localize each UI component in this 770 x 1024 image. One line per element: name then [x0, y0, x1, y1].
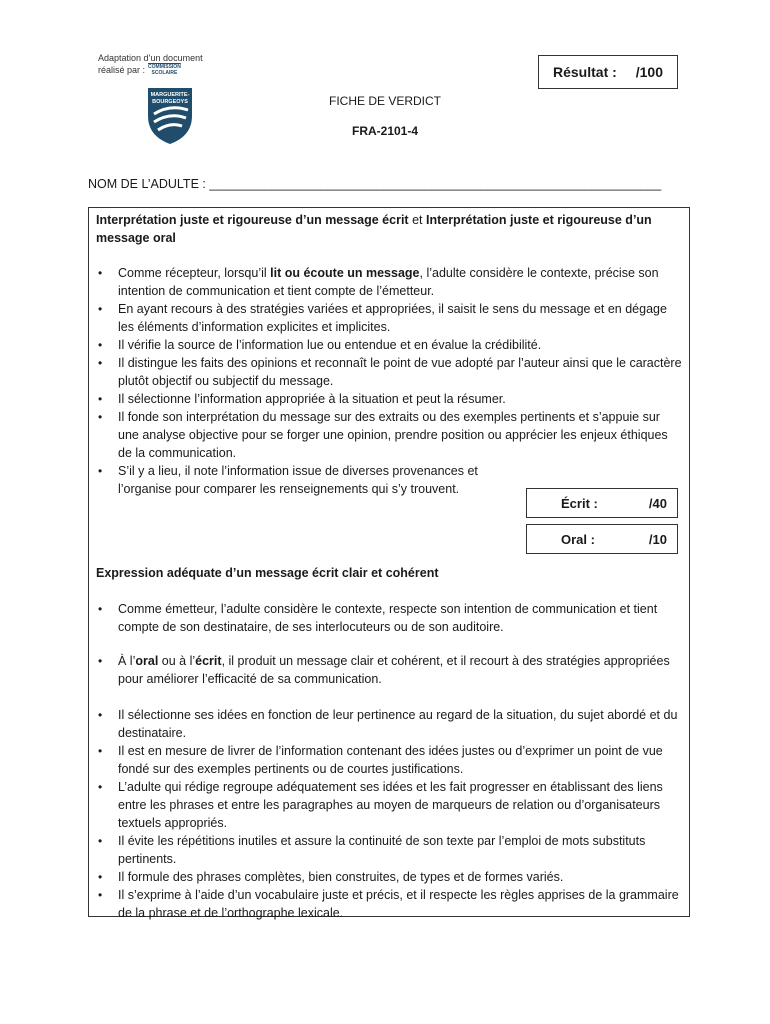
csm-small-2: SCOLAIRE — [151, 70, 178, 76]
csm-small-1: COMMISSION — [148, 64, 181, 70]
list-item: • Il s’exprime à l’aide d’un vocabulaire juste et précis, et il respecte les règles apprises de la grammaire de la phrase et de l’orthographe lexicale. — [95, 886, 683, 922]
section2-heading: Expression adéquate d’un message écrit clair et cohérent — [96, 566, 439, 580]
credit-realise: réalisé par : — [98, 65, 146, 75]
section2-list-b — [95, 652, 683, 688]
total-score-label: Résultat : — [553, 64, 617, 80]
document-title: FICHE DE VERDICT — [328, 94, 441, 108]
total-score-box — [538, 55, 678, 89]
list-item: • Il distingue les faits des opinions et reconnaît le point de vue adopté par l’auteur ainsi que le caractère plutôt objectif ou subjectif du message. — [95, 354, 683, 390]
list-item: • À l’oral ou à l’écrit, il produit un message clair et cohérent, et il recourt à des stratégies appropriées pour améliorer l’efficacité de sa communication. — [95, 652, 683, 688]
total-score-value: /100 — [635, 64, 663, 80]
oral-score-value: /10 — [648, 531, 667, 547]
oral-score-label: Oral : — [561, 531, 595, 547]
adult-name-field[interactable]: NOM DE L’ADULTE : _________________________________________________________________ — [88, 177, 662, 191]
list-item: • Comme récepteur, lorsqu’il lit ou écoute un message, l’adulte considère le contexte, précise son intention de communication et tient compte de l’émetteur. — [95, 264, 683, 300]
list-item: • Il sélectionne ses idées en fonction de leur pertinence au regard de la situation, du sujet abordé et du destinataire. — [95, 706, 683, 742]
list-item: • En ayant recours à des stratégies variées et appropriées, il saisit le sens du message et en dégage les éléments d’information explicites et implicites. — [95, 300, 683, 336]
list-item: • Comme émetteur, l’adulte considère le contexte, respecte son intention de communication et tient compte de son destinataire, de ses interlocuteurs ou de son auditoire. — [95, 600, 683, 636]
logo-text-1: MARGUERITE- — [150, 92, 190, 98]
oral-score-box — [526, 524, 678, 554]
written-score-box — [526, 488, 678, 518]
section1-heading-join: et — [408, 213, 426, 227]
list-item: • Il vérifie la source de l’information lue ou entendue et en évalue la crédibilité. — [95, 336, 683, 354]
course-code: FRA-2101-4 — [351, 124, 419, 138]
section1-heading — [96, 211, 676, 247]
list-item: • Il est en mesure de livrer de l’information contenant des idées justes ou d’exprimer un point de vue fondé sur des exemples pertinents ou de courtes justifications. — [95, 742, 683, 778]
section2-list-c — [95, 706, 683, 922]
credit-line-1: Adaptation d’un document — [98, 53, 203, 63]
written-score-value: /40 — [648, 495, 667, 511]
written-score-label: Écrit : — [561, 495, 598, 511]
list-item: • Il sélectionne l’information appropriée à la situation et peut la résumer. — [95, 390, 683, 408]
section2-list-a — [95, 600, 683, 636]
list-item: • Il évite les répétitions inutiles et assure la continuité de son texte par l’emploi de mots substituts pertinents. — [95, 832, 683, 868]
section1-heading-part1: Interprétation juste et rigoureuse d’un message écrit — [96, 213, 409, 227]
list-item: • Il fonde son interprétation du message sur des extraits ou des exemples pertinents et s’appuie sur une analyse objective pour se forger une opinion, prendre position ou apprécier les enjeux éthiques de la communication. — [95, 408, 683, 462]
school-board-logo — [144, 66, 196, 146]
section1-heading-part2: Interprétation juste et rigoureuse d’un message oral — [96, 213, 652, 245]
section1-list — [95, 264, 683, 498]
list-item: • Il formule des phrases complètes, bien construites, de types et de formes variés. — [95, 868, 683, 886]
logo-text-2: BOURGEOYS — [152, 99, 188, 105]
list-item: • S’il y a lieu, il note l’information issue de diverses provenances et l’organise pour comparer les renseignements qui s’y trouvent. — [95, 462, 683, 498]
list-item: • L’adulte qui rédige regroupe adéquatement ses idées et les fait progresser en établissant des liens entre les phrases et entre les paragraphes au moyen de marqueurs de relation ou d’organisateurs textuels appropriés. — [95, 778, 683, 832]
